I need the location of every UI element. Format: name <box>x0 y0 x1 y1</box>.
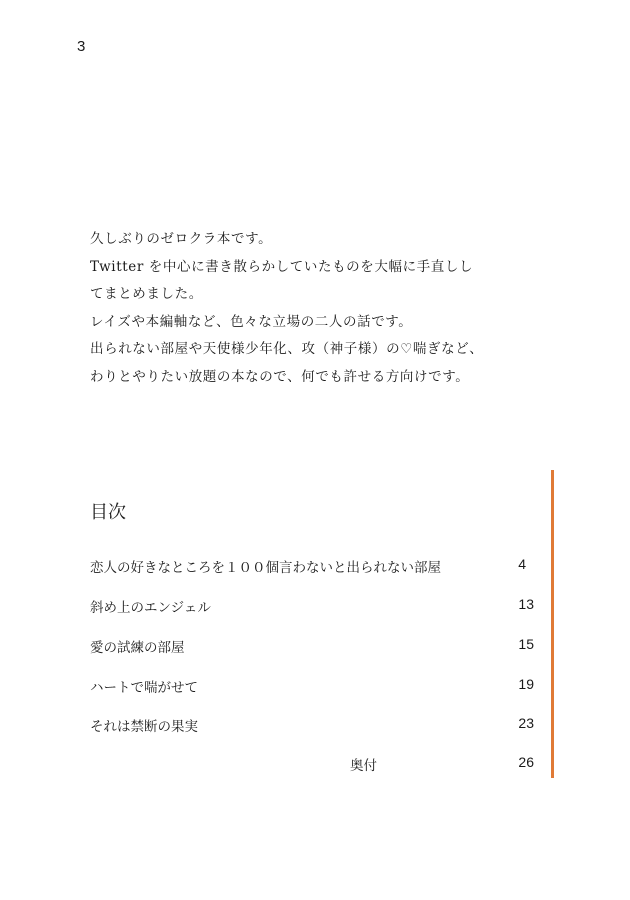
toc-entry-title: 斜め上のエンジェル <box>90 600 211 616</box>
toc-entry-page: 26 <box>518 754 534 770</box>
toc-entry[interactable] <box>90 715 534 737</box>
table-of-contents <box>90 470 550 778</box>
toc-entry-title: ハートで喘がせて <box>90 680 198 696</box>
intro-line: 久しぶりのゼロクラ本です。 <box>90 231 273 247</box>
toc-entry[interactable] <box>90 596 534 618</box>
toc-entry-title: 恋人の好きなところを１００個言わないと出られない部屋 <box>90 560 441 576</box>
toc-entry-title: それは禁断の果実 <box>90 719 198 735</box>
toc-entry-page: 4 <box>518 556 526 572</box>
intro-line: Twitter を中心に書き散らかしていたものを大幅に手直しし <box>90 258 474 275</box>
toc-entry-page: 23 <box>518 715 534 731</box>
intro-line: レイズや本編軸など、色々な立場の二人の話です。 <box>90 313 413 330</box>
toc-heading: 目次 <box>90 502 126 523</box>
intro-line: わりとやりたい放題の本なので、何でも許せる方向けです。 <box>90 368 470 385</box>
toc-entry-title: 奥付 <box>350 758 377 774</box>
intro-line: てまとめました。 <box>90 286 203 302</box>
toc-entry[interactable] <box>90 636 534 658</box>
toc-entry-page: 15 <box>518 636 534 652</box>
toc-entry[interactable] <box>90 556 534 578</box>
page-number: 3 <box>77 38 86 55</box>
toc-entry-page: 13 <box>518 596 534 612</box>
intro-line: 出られない部屋や天使様少年化、攻（神子様）の♡喘ぎなど、 <box>90 341 484 357</box>
intro-text <box>90 226 530 391</box>
toc-entry[interactable] <box>90 676 534 698</box>
toc-entry-title: 愛の試練の部屋 <box>90 640 185 656</box>
toc-entry[interactable] <box>90 754 534 776</box>
toc-accent-bar <box>551 470 554 778</box>
toc-entry-page: 19 <box>518 676 534 692</box>
